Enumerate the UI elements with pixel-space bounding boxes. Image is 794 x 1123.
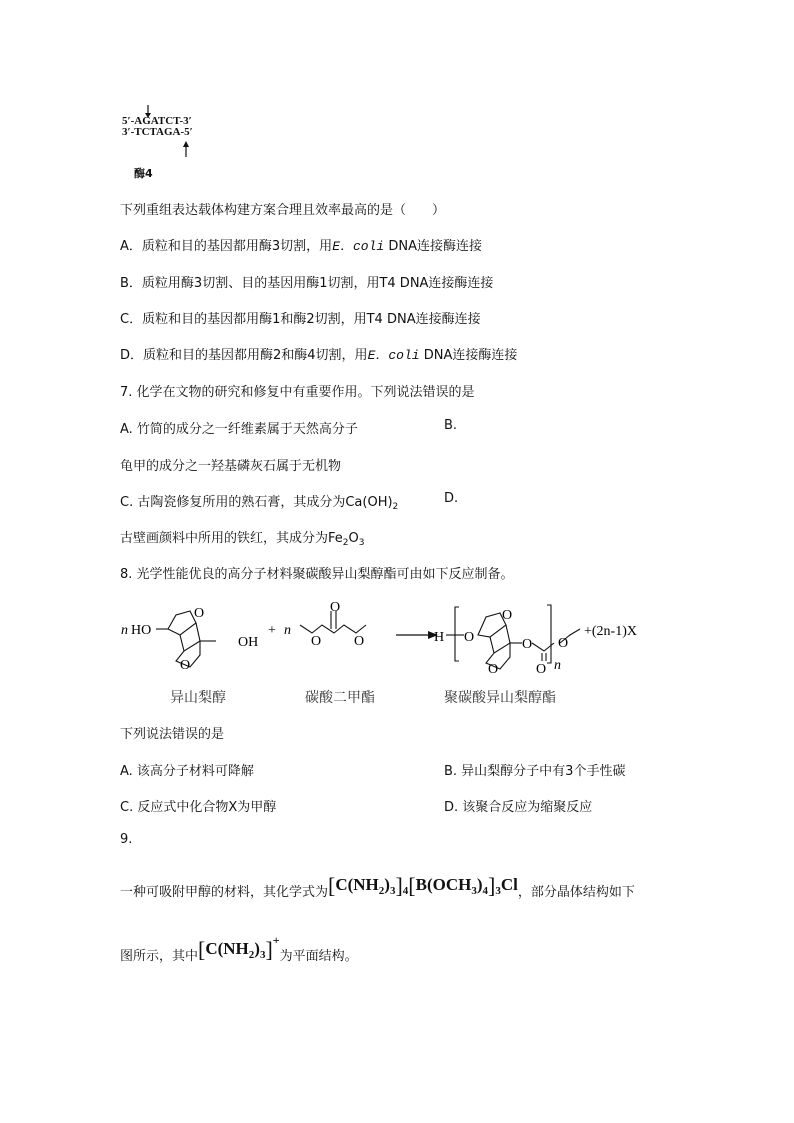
- q7-option-d-text: 古壁画颜料中所用的铁红，其成分为$Fe_2O_3$: [120, 531, 365, 548]
- q8-option-d: D. 该聚合反应为缩聚反应: [444, 800, 593, 815]
- caption-isosorbide: 异山梨醇: [170, 690, 226, 706]
- enzyme4-label: 酶4: [134, 167, 153, 180]
- q8-option-b: B. 异山梨醇分子中有3个手性碳: [444, 764, 626, 779]
- q9-line2: 图所示，其中$[C(NH_2)_3]^+$为平面结构。: [120, 933, 358, 964]
- byproduct: +(2n-1)X: [584, 624, 637, 639]
- enzyme4-diagram: [122, 105, 232, 180]
- q6-option-c: C．质粒和目的基因都用酶1和酶2切割，用T4 DNA连接酶连接: [120, 312, 481, 327]
- h-end: H: [434, 630, 445, 645]
- q8-option-a: A. 该高分子材料可降解: [120, 764, 254, 779]
- q7-option-b-text: 龟甲的成分之一羟基磷灰石属于无机物: [120, 459, 342, 474]
- repeat-n: n: [554, 658, 561, 673]
- plus-sign: +: [268, 623, 276, 638]
- polymer-ring-o-top: O: [502, 608, 513, 623]
- q8-stem: 8. 光学性能优良的高分子材料聚碳酸异山梨醇酯可由如下反应制备。: [120, 567, 514, 582]
- q6-option-d: D．质粒和目的基因都用酶2和酶4切割，用E．coli DNA连接酶连接: [120, 348, 518, 363]
- carbonyl-o: O: [330, 600, 341, 615]
- q9-number: 9.: [120, 832, 133, 847]
- ring-o-top: O: [194, 606, 205, 621]
- polymer-carbonyl-o: O: [536, 662, 547, 675]
- caption-dimethyl-carbonate: 碳酸二甲酯: [305, 690, 375, 706]
- q8-prompt: 下列说法错误的是: [120, 727, 225, 742]
- top-strand: 5′-AGATCT-3′: [122, 115, 192, 127]
- option-letter: C．: [120, 312, 143, 327]
- polymer-o1: O: [464, 630, 475, 645]
- q7-option-b-letter: B.: [444, 418, 458, 433]
- option-letter: B．: [120, 276, 142, 291]
- ho-group: HO: [131, 623, 152, 638]
- polymer-ring-o-bottom: O: [488, 662, 499, 675]
- reaction-scheme: [118, 595, 678, 715]
- polymer-o3: O: [558, 636, 569, 651]
- bottom-strand: 3′-TCTAGA-5′: [122, 126, 193, 138]
- option-letter: D．: [120, 348, 144, 363]
- chemical-formula: $[C(NH_2)_3]_4[B(OCH_3)_4]_3Cl$: [328, 873, 518, 898]
- q9-line1: 一种可吸附甲醇的材料，其化学式为$[C(NH_2)_3]_4[B(OCH_3)_4]_3Cl$，部分晶体结构如下: [120, 873, 635, 900]
- ring-o-bottom: O: [180, 658, 191, 673]
- option-letter: A．: [120, 239, 142, 254]
- q7-option-c: C. 古陶瓷修复所用的熟石膏，其成分为$Ca(OH)_2$: [120, 495, 399, 512]
- q6-stem: 下列重组表达载体构建方案合理且效率最高的是（ ）: [120, 203, 446, 218]
- q7-option-a: A. 竹简的成分之一纤维素属于天然高分子: [120, 422, 358, 437]
- ester-o-left: O: [311, 634, 322, 649]
- caption-polymer: 聚碳酸异山梨醇酯: [444, 690, 556, 706]
- reaction-svg: [118, 595, 678, 675]
- coef-n1: n: [121, 623, 128, 638]
- q7-option-d-letter: D.: [444, 491, 459, 506]
- ester-o-right: O: [354, 634, 365, 649]
- q7-stem: 7. 化学在文物的研究和修复中有重要作用。下列说法错误的是: [120, 385, 475, 400]
- cation-formula: $[C(NH_2)_3]^+$: [198, 933, 280, 962]
- reaction-arrow: [396, 631, 438, 639]
- coef-n2: n: [284, 623, 291, 638]
- polymer-o2: O: [522, 637, 533, 652]
- oh-group: OH: [238, 635, 259, 650]
- q8-option-c: C. 反应式中化合物X为甲醇: [120, 800, 277, 815]
- q6-option-a: A．质粒和目的基因都用酶3切割，用E．coli DNA连接酶连接: [120, 239, 482, 254]
- q6-option-b: B．质粒用酶3切割、目的基因用酶1切割，用T4 DNA连接酶连接: [120, 276, 494, 291]
